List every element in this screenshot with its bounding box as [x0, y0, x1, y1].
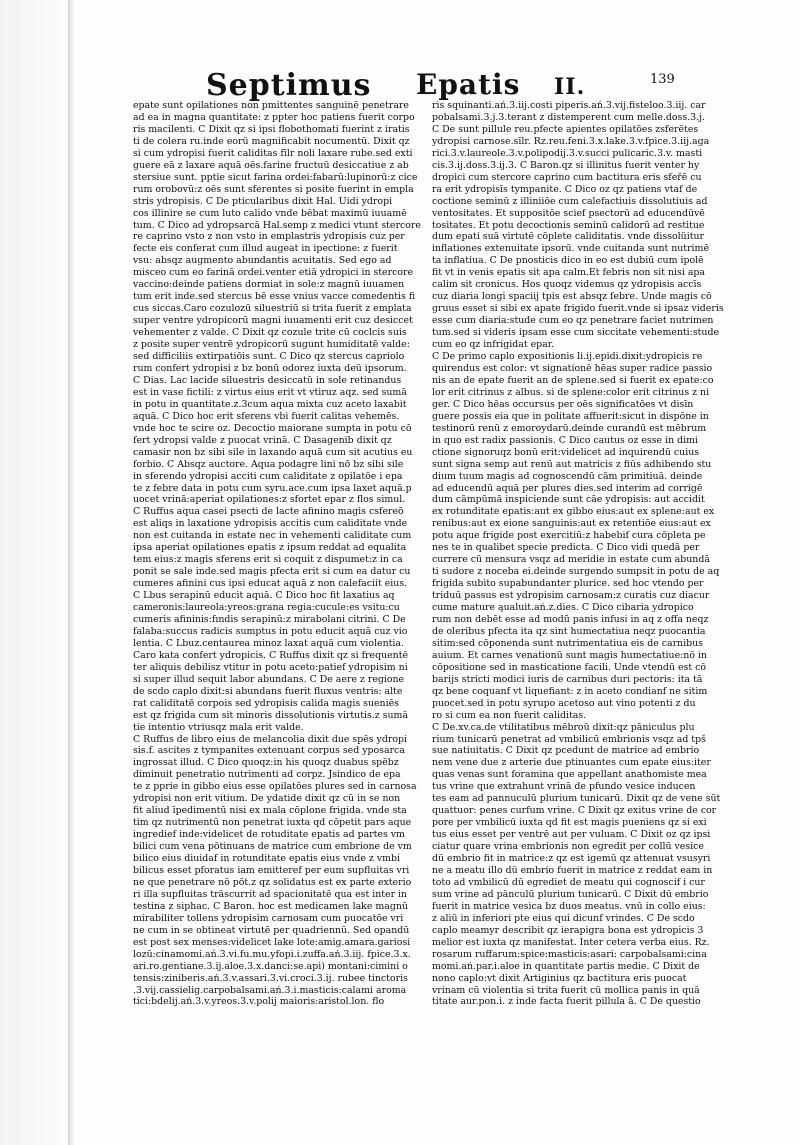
text-line: cos illinire se cum luto calido vnde bēbat maximū iuuamē [133, 207, 407, 219]
text-line: sum vrine ad pānculū plurium tunicarū. C Dixit dū embrio [432, 888, 709, 900]
text-line: stris ydropisis. C De pticularibus dixit Hal. Uidi ydropi [133, 195, 393, 207]
text-line: rum orobovū:z oēs sunt sferentes si posite fuerint in empla [133, 183, 414, 195]
text-line: dū embrio fit in matrice:z qz est igemū qz attenuat vsusyri [432, 853, 711, 865]
text-line: tici:bdelij.ań.3.v.yreos.3.v.polij maioris:aristol.lon. flo [133, 996, 385, 1008]
text-line: in sferendo ydropisi acciti cum caliditate z opilatōe i epa [133, 470, 403, 482]
text-line: ti de colera ru.inde eorū magnificabit nocumentū. Dixit qz [133, 135, 410, 147]
text-line: quirendus est color: vt signationē hēas super radice passio [432, 362, 713, 374]
text-line: ra erit ydropisīs tympanite. C Dico oz qz patiens vtaf de [432, 183, 698, 195]
text-line: non est cuitanda in estate nec in vehementi caliditate cum [133, 530, 412, 542]
running-head-left: Septimus [206, 68, 372, 103]
text-line: fecte eis conferat cum illud augeat in ipectione: z fuerit [133, 243, 398, 255]
text-line: toto ad vmbilicū dū egrediet de meatu qui cognoscif i cur [432, 876, 705, 888]
text-line: dium tuum magis ad cognoscendū cām primitiuā. deinde [432, 470, 703, 482]
text-line: re caprino vsto z non vsto in emplastris ydropisis cuz per [133, 231, 405, 243]
text-line: super ventre ydropicorū magni iuuamenti erit cuz desiccet [133, 315, 413, 327]
text-line: ari.ro.gentiane.3.ij.aloe.3.x.danci:se.api) montani:cimini o [133, 960, 408, 972]
text-line: sitim:sed cōponenda sunt nutrimentatiua eis de carnibus [432, 637, 703, 649]
text-line: cōpositione sed in masticatione facili. Unde vtendū est cō [432, 661, 706, 673]
text-line: tes eam ad pannuculū plurium tunicarū. Dixit qz de vene sūt [432, 793, 721, 805]
text-line: bilico eius diuidaf in rotunditate epatis eius vnde z vmbi [133, 853, 400, 865]
text-line: cum eo qz infrigidat epar. [432, 339, 555, 351]
text-line: calim sit cronicus. Hos quoqz videmus qz ydropisis accīs [432, 279, 702, 291]
text-line: nem vene due z arterie due ptinuantes cum epate eius:iter [432, 757, 711, 769]
text-line: ydropisi non erit vitium. De ydatide dixit qz cū in se non [133, 793, 401, 805]
text-line: sue natiuitatis. C Dixit qz pcedunt de matrice ad embrio [432, 745, 700, 757]
text-line: barijs stricti modici iuris de carnibus duri pectoris: ita tā [432, 673, 703, 685]
text-line: currere cū mensura vsqz ad meridie in estate cum abundā [432, 554, 710, 566]
text-line: rum non debēt esse ad modū panis infusi in aq z offa neqz [432, 613, 709, 625]
text-line: de oleribus pfecta ita qz sint humectatiua neqz puocantia [432, 625, 706, 637]
text-line: nono caplo:vt dixit Artiginius qz bactitura eris puocat [432, 972, 687, 984]
text-line: ger. C Dico hēas occursus per oēs significatōes vt disīn [432, 398, 694, 410]
text-line: triduū passus est ydropisim carnosam:z curatis cuz diacur [432, 590, 710, 602]
text-line: frigida subito supabundanter plurice. sed hoc vtendo per [432, 578, 704, 590]
text-line: ex rotunditate epatis:aut ex gibbo eius:aut ex splene:aut ex [432, 506, 715, 518]
text-line: ti sudore z noceba ei.deinde surgendo sumpsit in potu de aq [432, 566, 720, 578]
text-line: caplo meamyr describit qz ierapigra bona est ydropicis 3 [432, 924, 704, 936]
text-line: forbio. C Absqz auctore. Aqua podagre lini nō bz sibi sile [133, 458, 404, 470]
text-line: ta inflatiua. C De pnosticis dico in eo est dubiū cum ipolē [432, 255, 704, 267]
text-line: C Dias. Lac lacide siluestris desiccatū in sole retinandus [133, 374, 402, 386]
text-line: cameronis:laureola:yreos:grana regia:cucule:es vsitu:cu [133, 602, 400, 614]
text-line: in potu in quantitate.z.3cum aqua mixta cuz aceto laxabit [133, 398, 407, 410]
text-line: rum confert ydropisi z bz bonū odorez iuxta deū ipsorum. [133, 362, 407, 374]
text-line: te z pprie in gibbo eius esse opilatōes plures sed in carnosa [133, 781, 417, 793]
text-line: ris squinanti.ań.3.iij.costi piperis.ań.3.vij.fisteloo.3.iij. car [432, 100, 706, 111]
text-line: z aliū in inferiori pte eius qui dicunf vrindes. C De scdo [432, 912, 695, 924]
text-line: potu aque frigide post exercitiū:z habebif cura cōpleta pe [432, 530, 706, 542]
text-line: tum. C Dico ad ydropsarcā Hal.semp z medici vtunt stercore [133, 219, 421, 231]
running-head-right: Epatis [416, 68, 521, 101]
text-line: testina z siphac. C Baron. hoc est medicamen lake magnū [133, 900, 408, 912]
text-line: tensis:ziniberis.ań.3.v.assari.3.vi.croci.3.ij. rubee tinctoris [133, 972, 408, 984]
text-line: rat caliditatē corpois sed ydropisis calida magis sueniēs [133, 697, 399, 709]
text-line: tus eius esset per ventrē aut per vuluam. C Dixit oz qz ipsi [432, 829, 711, 841]
text-line: renibus:aut ex eione sanguinis:aut ex retentiōe eius:aut ex [432, 518, 711, 530]
text-line: rici.3.v.laureole.3.v.polipodij.3.v.succi pulicaric.3.v. masti [432, 147, 703, 159]
text-line: melior est iuxta qz manifestat. Inter cetera verba eius. Rz. [432, 936, 710, 948]
text-line: sunt signa semp aut renū aut matricis z fiūs adhibendo stu [432, 458, 712, 470]
text-line: C Ruffus de libro eius de melancolia dixit due spēs ydropi [133, 733, 407, 745]
text-line: momi.ań.par.i.aloe in quantitate partis medie. C Dixit de [432, 960, 700, 972]
text-line: z posite super ventrē ydropicorū sugunt humiditatē valde: [133, 339, 410, 351]
text-line: tum erit inde.sed stercus bē esse vnius vacce comedentis fi [133, 291, 416, 303]
text-line: nis an de epate fuerit an de splene.sed si fuerit ex epate:co [432, 374, 714, 386]
text-line: testinorū renū z emoroydarū.deinde curandū est mēbrum [432, 422, 707, 434]
text-line: sis.f. ascites z tympanites extenuant corpus sed yposarca [133, 745, 405, 757]
running-head-numeral: II. [554, 74, 586, 100]
text-line: est aliqs in laxatione ydropisis accitis cum caliditate vnde [133, 518, 408, 530]
text-line: ad educendū aquā per plures dies.sed interim ad corrigē [432, 482, 703, 494]
text-line: puocet.sed in potu syrupo acetoso aut vino potenti z du [432, 697, 696, 709]
text-line: tem eius:z magis sferens erit si coquit z dispumet:z in ca [133, 554, 403, 566]
text-line: falaba:succus radicis sumptus in potu educit aquā cuz vio [133, 625, 408, 637]
text-line: vehementer z valde. C Dixit qz cozule trite cū coclcis suis [133, 327, 407, 339]
text-line: vnde hoc te scire oz. Decoctio maiorane sumpta in potu cō [133, 422, 412, 434]
text-line: ad ea in magna quantitate: z ppter hoc patiens fuerit corpo [133, 111, 415, 123]
text-line: quattuor: penes curfum vrine. C Dixit qz exitus vrine de cor [432, 805, 717, 817]
text-line: lozū:cinamomi.ań.3.vi.fu.mu.yfopi.i.zuffa.ań.3.iij. fpice.3.x. [133, 948, 411, 960]
text-line: fert ydropsi valde z puocat vrinā. C Dasagenib dixit qz [133, 434, 392, 446]
text-line: si super illud sequit labor abundans. C De aere z regione [133, 673, 405, 685]
text-line: misceo cum eo farinā ordei.venter etiā ydropici in stercore [133, 267, 413, 279]
text-line: rosarum ruffarum:spice:masticis:asari: carpobalsami:cina [432, 948, 707, 960]
text-line: in quo est radix passionis. C Dico cautus oz esse in dimi [432, 434, 698, 446]
text-line: tim qz nutrimentū non penetrat iuxta qd cōpetit pars aque [133, 817, 412, 829]
text-line: ter aliquis debilisz vtitur in potu aceto:patief ydropisim ni [133, 661, 408, 673]
text-line: esse cum diaria:stude cum eo qz penetrare faciet nutrimen [432, 315, 714, 327]
text-line: ponit se sale inde.sed magis pfecta erit si cum ea datur cu [133, 566, 411, 578]
text-line: coctione seminū z illiniiōe cum calefactiuis dissolutiuis ad [432, 195, 708, 207]
text-line: pore per vmbilicū iuxta qd fit est magis pueniens qz si exi [432, 817, 707, 829]
text-line: ingredief inde:videlicet de rotuditate epatis ad partes vm [133, 829, 405, 841]
text-line: guere possis eia que in politate affuerit:sicut in dispōne in [432, 410, 709, 422]
text-line: vaccino:deinde patiens dormiat in sole:z magnū iuuamen [133, 279, 405, 291]
text-line: mirabiliter tollens ydropisim carnosam cum puocatōe vri [133, 912, 404, 924]
text-line: cumeres afinini cus ipsi educat aquā z non calefaciit eius. [133, 578, 408, 590]
text-line: qz bene coquanf vt liquefiant: z in aceto condianf ne sitim [432, 685, 708, 697]
text-line: auium. Et carnes venationū sunt magis humectatiue:nō in [432, 649, 707, 661]
text-line: ne que penetrare nō pōt.z qz solidatus est ex parte exterio [133, 876, 412, 888]
text-line: vsu: absqz augmento abundantis acuitatis. Sed ego ad [133, 255, 392, 267]
text-line: ciatur quare vrina embrionis non egredit per collū vesice [432, 841, 704, 853]
text-line: tie intentio vtriusqz mala erit valde. [133, 721, 304, 733]
text-line: ne a meatu illo dū embrio fuerit in matrice z reddat eam in [432, 865, 713, 876]
text-line: ri illa supfluitas trāscurrit ad spacionitatē qua est inter in [133, 888, 408, 900]
text-line: ne cum in se obtineat virtutē per quadriennū. Sed opandū [133, 924, 410, 936]
text-line: ipsa aperiat opilationes epatis z ipsum reddat ad equalita [133, 542, 407, 554]
text-line: vrinam cū violentia si trita fuerit cū mollica panis in quā [432, 984, 700, 996]
text-line: ingrossat illud. C Dico quoqz:in his quoqz duabus spēbz [133, 757, 399, 769]
text-line: bilici cum vena pōtinuans de matrice cum embrione de vm [133, 841, 412, 853]
text-line: cume mature ąualuit.ań.z.dies. C Dico cibaria ydropico [432, 602, 694, 614]
text-line: dum cāmpūmā inspiciende sunt cāe ydropisis: aut accidit [432, 494, 705, 506]
text-line: est in vase fictili: z virtus eius erit vt vtiruz aqz. sed sumā [133, 386, 407, 398]
text-line: C De sunt pillule reu.pfecte apientes opilatōes zsferētes [432, 123, 699, 135]
text-line: lentia. C Lbuz.centaurea minoz laxat aquā cum violentia. [133, 637, 404, 649]
text-line: si cum ydropisi fuerit caliditas fīlr noli laxare rube.sed exti [133, 147, 413, 159]
text-line: camasir non bz sibi sile in laxando aquā cum sit acutius eu [133, 446, 413, 458]
text-line: fit aliud īpedimentū nisi ex mala cōplone frigida. vnde sta [133, 805, 407, 817]
text-line: tositates. Et potu decoctionis seminū calidorū ad restitue [432, 219, 705, 231]
text-line: ris macilenti. C Dixit qz si ipsi flobothomati fuerint z iratis [133, 123, 410, 135]
text-line: nes te in qualibet specie predicta. C Dico vidi quedā per [432, 542, 700, 554]
text-line: stersiue sunt. pptie sicut farina ordei:fabarū:lupinorū:z cice [133, 171, 418, 183]
text-line: ro si cum ea non fuerit caliditas. [432, 709, 587, 721]
text-line: rium tunicarū penetrat ad vmbilicū embrionis vsqz ad tpš [432, 733, 706, 745]
text-line: ctione signoruqz bonū erit:videlicet ad inquirendū cuius [432, 446, 700, 458]
text-line: C De primo caplo expositionis li.ij.epidi.dixit:ydropicis re [432, 351, 703, 363]
text-line: dum epati suā virtutē cōplete caliditatis. vnde dissolüitur [432, 231, 705, 243]
text-line: gruus esset si sibi ex apate frigido fuerit.vnde si ipsaz videris [432, 303, 724, 315]
text-line: est post sex menses:videlicet lake lote:amig.amara.gariosi [133, 936, 411, 948]
text-line: bilicus esset pforatus iam emitteref per eum supfluitas vri [133, 865, 410, 876]
text-line: tum.sed si videris ipsam esse cum siccitate vehementi:stude [432, 327, 720, 339]
text-line: ventositates. Et suppositōe scief psectorū ad educendūvē [432, 207, 705, 219]
text-line: te z febre data in potu cum syru.ace.cum ipsa laxet aquā.p [133, 482, 412, 494]
text-line: Caro kata confert ydropicis. C Ruffus dixit qz si frequentē [133, 649, 409, 661]
text-line: cis.3.ij.doss.3.ij.3. C Baron.qz si illinitus fuerit venter hy [432, 159, 700, 171]
text-line: dropici cum stercore caprino cum bactitura eris sfeřē cu [432, 171, 702, 183]
text-line: quas venas sunt foramina que appellant anathomiste mea [432, 769, 707, 781]
text-line: fit vt in venis epatis sit apa calm.Et febris non sit nisi apa [432, 267, 705, 279]
text-column-left [133, 100, 421, 1008]
text-line: cumeris afininis:fındis serapinū:z mirabolani citrini. C De [133, 613, 406, 625]
text-line: C De.xv.ca.de vtilitatibus mēbroū dixit:qz pāniculus plu [432, 721, 695, 733]
text-column-right [432, 100, 724, 1008]
text-line: cuz diaria longi spaciij tpis est absqz febre. Unde magis cō [432, 291, 712, 303]
text-line: diminuit penetratio nutrimenti ad corpz. Jsindico de epa [133, 769, 401, 781]
text-line: fuerit in matrice vesica bz duos meatus. vnū in collo eius: [432, 900, 706, 912]
text-line: uocet vrinā:aperiat opilationes:z sfortet epar z flos simul. [133, 494, 406, 506]
text-line: guere eā z laxare aquā oēs.farine fructuū desiccatiue z ab [133, 159, 409, 171]
text-line: aquā. C Dico hoc erit sferens vbi fuerit calitas vehemēs. [133, 410, 400, 422]
text-line: inflationes extenuitate ipsorū. vnde cuitanda sunt nutrimē [432, 243, 709, 255]
text-line: .3.vij.cassielig.carpobalsami.ań.3.i.masticis:calami aroma [133, 984, 407, 996]
text-line: lor erit citrinus z albus. si de splene:color erit citrinus z ni [432, 386, 710, 398]
folio-number: 139 [650, 72, 675, 87]
text-line: de scdo caplo dixit:si abundans fuerit fluxus ventris: alte [133, 685, 403, 697]
text-line: C Ruffus aqua casei psecti de lacte afinino magis csfereō [133, 506, 404, 518]
text-line: sed difficiliis extirpatiōis sunt. C Dico qz stercus capriolo [133, 351, 405, 363]
text-line: pobalsami.3.j.3.terant z distemperent cum melle.doss.3.j. [432, 111, 705, 123]
text-line: epate sunt opilationes non pmittentes sanguinē penetrare [133, 100, 409, 111]
text-line: tus vrine que extrahunt vrinā de pfundo vesice inducen [432, 781, 696, 793]
text-line: est qz frigida cum sit minoris dissolutionis virtutis.z sumā [133, 709, 409, 721]
text-line: titate aur.pon.i. z inde facta fuerit pillula ā. C De questio [432, 996, 701, 1008]
text-line: ydropisi carnose.sīlr. Rz.reu.feni.3.x.lake.3.v.fpice.3.iij.aga [432, 135, 710, 147]
text-line: C Lbus serapinū educit aquā. C Dico hoc fit laxatius aq [133, 590, 395, 602]
text-line: cus siccas.Caro cozulozū siluestriū si trita fuerit z emplata [133, 303, 412, 315]
